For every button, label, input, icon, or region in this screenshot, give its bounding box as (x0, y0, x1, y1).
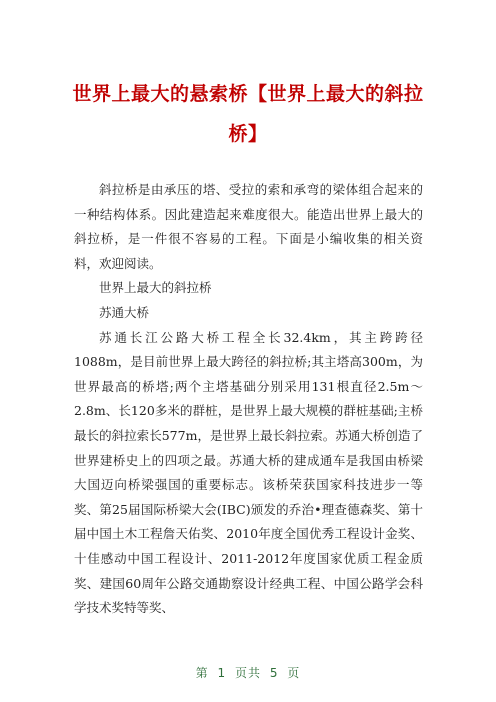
document-title: 世界上最大的悬索桥【世界上最大的斜拉桥】 (72, 83, 424, 145)
footer-page-number: 1 (217, 666, 227, 680)
footer-suffix: 页 (287, 666, 301, 680)
section-heading: 世界上最大的斜拉桥 (99, 280, 212, 296)
page-footer (0, 664, 496, 681)
subsection-heading: 苏通大桥 (99, 304, 150, 320)
footer-middle: 页共 (234, 666, 261, 680)
footer-prefix: 第 (195, 666, 209, 680)
intro-paragraph: 斜拉桥是由承压的塔、受拉的索和承弯的梁体组合起来的一种结构体系。因此建造起来难度很大。能造出世界上最大的斜拉桥，是一件很不容易的工程。下面是小编收集的相关资料，欢迎阅读。 (74, 182, 423, 271)
footer-total-pages: 5 (269, 666, 279, 680)
document-body (74, 178, 423, 621)
bridge-description-paragraph: 苏通长江公路大桥工程全长32.4km，其主跨跨径1088m，是目前世界上最大跨径的斜拉桥;其主塔高300m，为世界最高的桥塔;两个主塔基础分别采用131根直径2.5m～2.8m、长120多米的群桩，是世界上最大规模的群桩基础;主桥最长的斜拉索长577m，是世界上最长斜拉索。苏通大桥创造了世界建桥史上的四项之最。苏通大桥的建成通车是我国由桥梁大国迈向桥梁强国的重要标志。该桥荣获国家科技进步一等奖、第25届国际桥梁大会(IBC)颁发的乔治•理查德森奖、第十届中国土木工程詹天佑奖、2010年度全国优秀工程设计金奖、十佳感动中国工程设计、2011-2012年度国家优质工程金质奖、建国60周年公路交通勘察设计经典工程、中国公路学会科学技术奖特等奖、 (74, 329, 423, 616)
